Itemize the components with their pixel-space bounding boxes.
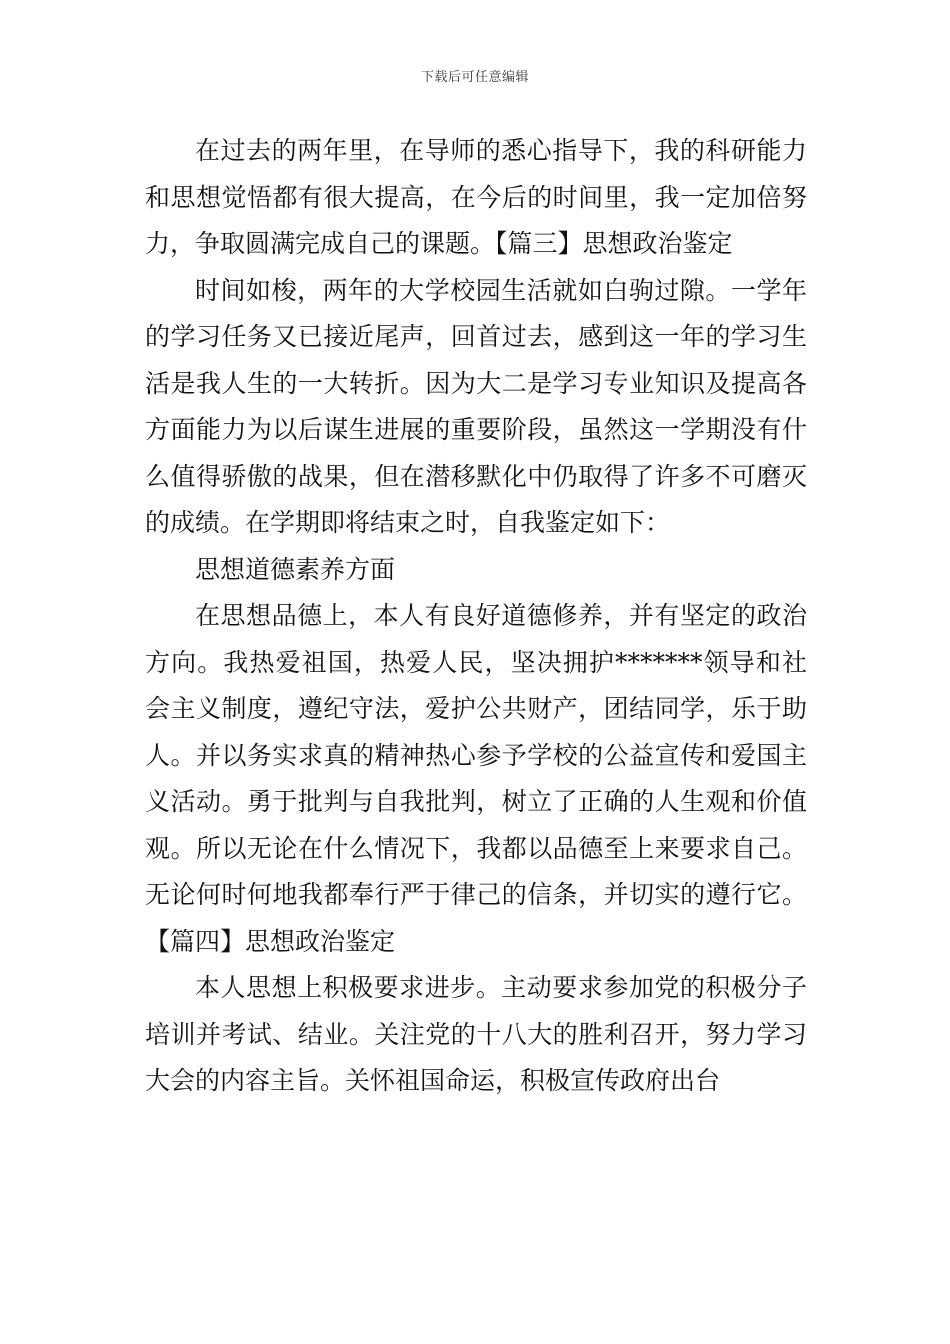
paragraph: 在过去的两年里，在导师的悉心指导下，我的科研能力和思想觉悟都有很大提高，在今后的时间里，我一定加倍努力，争取圆满完成自己的课题。【篇三】思想政治鉴定 — [145, 136, 807, 258]
paragraph: 时间如梭，两年的大学校园生活就如白驹过隙。一学年的学习任务又已接近尾声，回首过去，感到这一年的学习生活是我人生的一大转折。因为大二是学习专业知识及提高各方面能力为以后谋生进展的重要阶段，虽然这一学期没有什么值得骄傲的战果，但在潜移默化中仍取得了许多不可磨灭的成绩。在学期即将结束之时，自我鉴定如下： — [145, 275, 807, 537]
paragraph: 本人思想上积极要求进步。主动要求参加党的积极分子培训并考试、结业。关注党的十八大的胜利召开，努力学习大会的内容主旨。关怀祖国命运，积极宣传政府出台 — [145, 973, 807, 1095]
page-header: 下载后可任意编辑 — [420, 70, 529, 85]
paragraph: 在思想品德上，本人有良好道德修养，并有坚定的政治方向。我热爱祖国，热爱人民，坚决拥护*******领导和社会主义制度，遵纪守法，爱护公共财产，团结同学，乐于助人。并以务实求真的精神热心参予学校的公益宣传和爱国主义活动。勇于批判与自我批判，树立了正确的人生观和价值观。所以无论在什么情况下，我都以品德至上来要求自己。无论何时何地我都奉行严于律己的信条，并切实的遵行它。【篇四】思想政治鉴定 — [145, 601, 807, 956]
section-heading: 思想道德素养方面 — [195, 554, 396, 584]
document-body — [145, 128, 807, 1105]
